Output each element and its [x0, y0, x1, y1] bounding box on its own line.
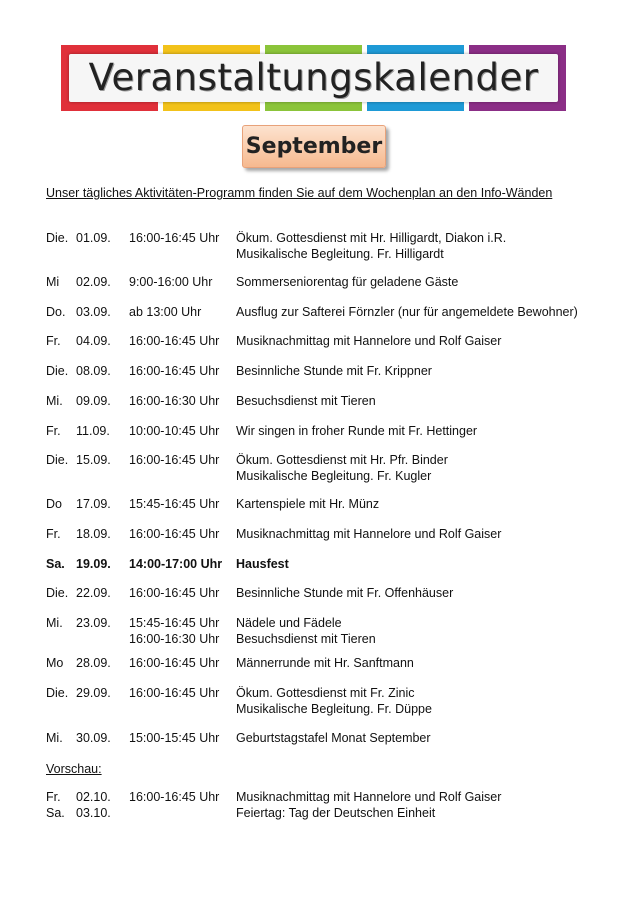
month-heading: September	[242, 125, 386, 168]
event-description: Ökum. Gottesdienst mit Hr. Hilligardt, Diakon i.R.	[236, 231, 507, 245]
event-day: Fr.	[46, 790, 61, 804]
event-day: Mi.	[46, 394, 63, 408]
event-time: 15:00-15:45 Uhr	[129, 731, 220, 745]
event-date: 22.09.	[76, 586, 111, 600]
event-day: Mi	[46, 275, 60, 289]
event-day: Do	[46, 497, 62, 511]
event-date: 09.09.	[76, 394, 111, 408]
event-date: 17.09.	[76, 497, 111, 511]
event-date: 29.09.	[76, 686, 111, 700]
event-date: 23.09.	[76, 616, 111, 630]
event-description: Männerrunde mit Hr. Sanftmann	[236, 656, 414, 670]
event-description: Ökum. Gottesdienst mit Hr. Pfr. Binder	[236, 453, 448, 467]
event-date: 30.09.	[76, 731, 111, 745]
event-day: Die.	[46, 586, 69, 600]
event-time: 14:00-17:00 Uhr	[129, 557, 223, 571]
intro-note: Unser tägliches Aktivitäten-Programm finden Sie auf dem Wochenplan an den Info-Wänden	[46, 186, 553, 200]
event-time: 16:00-16:45 Uhr	[129, 334, 220, 348]
event-description: Hausfest	[236, 557, 289, 571]
event-date: 04.09.	[76, 334, 111, 348]
event-description: Ausflug zur Safterei Förnzler (nur für angemeldete Bewohner)	[236, 305, 578, 319]
event-time: 16:00-16:45 Uhr	[129, 790, 220, 804]
event-time: ab 13:00 Uhr	[129, 305, 202, 319]
event-day: Sa.	[46, 806, 65, 820]
event-day: Do.	[46, 305, 66, 319]
event-description: Kartenspiele mit Hr. Münz	[236, 497, 380, 511]
event-date: 18.09.	[76, 527, 111, 541]
event-description: Nädele und Fädele	[236, 616, 342, 630]
event-description: Musikalische Begleitung. Fr. Kugler	[236, 469, 432, 483]
event-date: 11.09.	[76, 424, 110, 438]
event-date: 19.09.	[76, 557, 111, 571]
event-description: Geburtstagstafel Monat September	[236, 731, 431, 745]
event-description: Besuchsdienst mit Tieren	[236, 632, 376, 646]
event-description: Musiknachmittag mit Hannelore und Rolf Gaiser	[236, 334, 502, 348]
event-day: Fr.	[46, 424, 61, 438]
event-date: 08.09.	[76, 364, 111, 378]
event-description: Wir singen in froher Runde mit Fr. Hettinger	[236, 424, 478, 438]
event-date: 03.10.	[76, 806, 111, 820]
event-description: Feiertag: Tag der Deutschen Einheit	[236, 806, 436, 820]
event-time: 15:45-16:45 Uhr	[129, 616, 220, 630]
event-description: Musiknachmittag mit Hannelore und Rolf Gaiser	[236, 527, 502, 541]
event-date: 02.10.	[76, 790, 111, 804]
event-day: Sa.	[46, 557, 65, 571]
event-time: 15:45-16:45 Uhr	[129, 497, 220, 511]
event-time: 16:00-16:30 Uhr	[129, 394, 220, 408]
event-date: 03.09.	[76, 305, 111, 319]
calendar-banner	[61, 45, 566, 111]
event-time: 9:00-16:00 Uhr	[129, 275, 213, 289]
event-time: 16:00-16:45 Uhr	[129, 686, 220, 700]
event-description: Musikalische Begleitung. Fr. Düppe	[236, 702, 432, 716]
event-time: 16:00-16:45 Uhr	[129, 364, 220, 378]
event-day: Fr.	[46, 334, 61, 348]
event-time: 16:00-16:45 Uhr	[129, 453, 220, 467]
event-date: 15.09.	[76, 453, 111, 467]
banner-title: Veranstaltungskalender	[88, 56, 539, 99]
event-day: Die.	[46, 364, 69, 378]
event-time: 16:00-16:45 Uhr	[129, 656, 220, 670]
event-description: Sommerseniorentag für geladene Gäste	[236, 275, 459, 289]
event-description: Besinnliche Stunde mit Fr. Offenhäuser	[236, 586, 454, 600]
event-day: Mo	[46, 656, 64, 670]
event-day: Die.	[46, 231, 69, 245]
event-description: Musiknachmittag mit Hannelore und Rolf Gaiser	[236, 790, 502, 804]
event-day: Mi.	[46, 616, 63, 630]
event-time: 10:00-10:45 Uhr	[129, 424, 220, 438]
event-date: 02.09.	[76, 275, 111, 289]
event-description: Ökum. Gottesdienst mit Fr. Zinic	[236, 686, 415, 700]
event-day: Mi.	[46, 731, 63, 745]
event-description: Besuchsdienst mit Tieren	[236, 394, 376, 408]
preview-heading: Vorschau:	[46, 762, 102, 776]
event-time: 16:00-16:45 Uhr	[129, 527, 220, 541]
event-date: 28.09.	[76, 656, 111, 670]
event-day: Die.	[46, 453, 69, 467]
event-time: 16:00-16:45 Uhr	[129, 586, 220, 600]
event-day: Die.	[46, 686, 69, 700]
event-day: Fr.	[46, 527, 61, 541]
event-date: 01.09.	[76, 231, 111, 245]
event-time: 16:00-16:30 Uhr	[129, 632, 220, 646]
event-time: 16:00-16:45 Uhr	[129, 231, 220, 245]
event-description: Besinnliche Stunde mit Fr. Krippner	[236, 364, 432, 378]
event-description: Musikalische Begleitung. Fr. Hilligardt	[236, 247, 444, 261]
